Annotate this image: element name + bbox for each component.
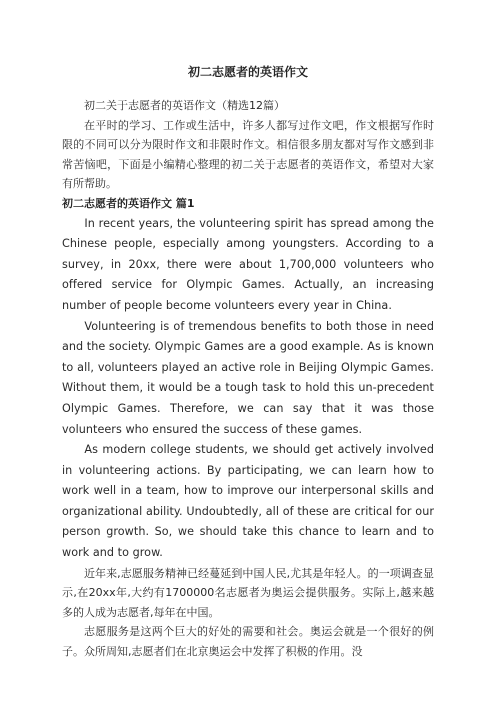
english-paragraph-3: As modern college students, we should get actively involved in volunteering actions. By participating, we can learn how to work well in a team, how to improve our interpersonal skills and organizational ability. Undoubtedly, all of these are critical for our person growth. So, we should take this chance to learn and to work and to grow. bbox=[62, 443, 434, 560]
english-paragraph-2: Volunteering is of tremendous benefits to both those in need and the society. Olympic Games are a good example. As is known to all, volunteers played an active role in Beijing Olympic Games. Without them, it would be a tough task to hold this un-precedent Olympic Games. Therefore, we can say that it was those volunteers who ensured the success of these games. bbox=[62, 319, 434, 436]
english-paragraph-1: In recent years, the volunteering spirit has spread among the Chinese people, especially among youngsters. According to a survey, in 20xx, there were about 1,700,000 volunteers who offered service for Olympic Games. Actually, an increasing number of people become volunteers every year in China. bbox=[62, 216, 434, 312]
document-subtitle: 初二关于志愿者的英语作文（精选12篇） bbox=[84, 99, 285, 112]
intro-paragraph: 在平时的学习、工作或生活中，许多人都写过作文吧，作文根据写作时限的不同可以分为限时作文和非限时作文。相信很多朋友都对写作文感到非常苦恼吧，下面是小编精心整理的初二关于志愿者的英语作文，希望对大家有所帮助。 bbox=[62, 118, 434, 191]
document-title: 初二志愿者的英语作文 bbox=[187, 65, 308, 79]
chinese-paragraph-1: 近年来,志愿服务精神已经蔓延到中国人民,尤其是年轻人。的一项调查显示,在20xx年,大约有1700000名志愿者为奥运会提供服务。实际上,越来越多的人成为志愿者,每年在中国。 bbox=[62, 566, 434, 619]
document-body bbox=[62, 96, 434, 662]
chinese-paragraph-2: 志愿服务是这两个巨大的好处的需要和社会。奥运会就是一个很好的例子。众所周知,志愿者们在北京奥运会中发挥了积极的作用。没 bbox=[62, 625, 434, 659]
section-heading: 初二志愿者的英语作文 篇1 bbox=[62, 196, 195, 210]
